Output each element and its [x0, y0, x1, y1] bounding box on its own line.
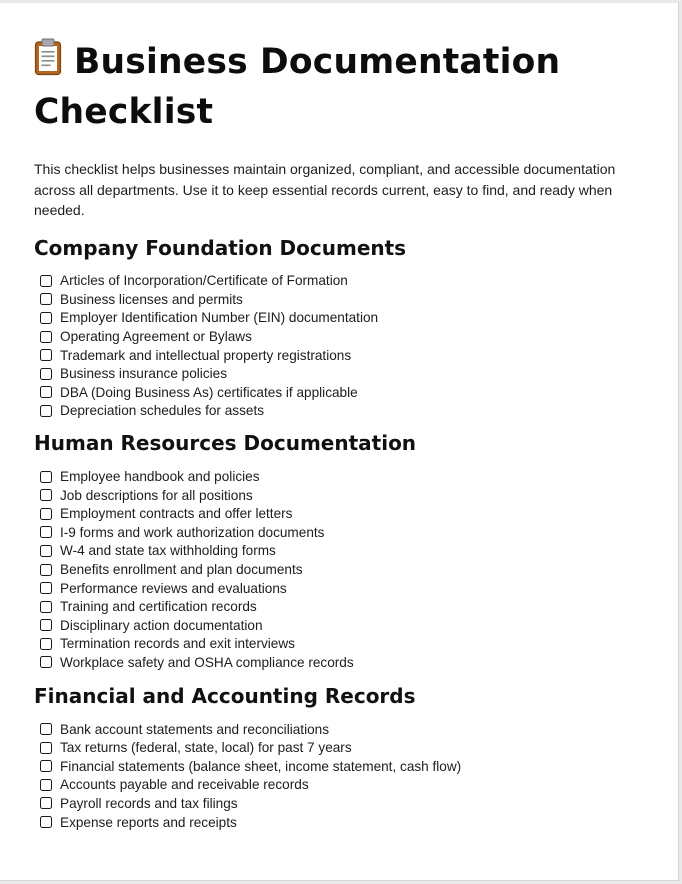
- checklist-item-label: Disciplinary action documentation: [60, 617, 263, 633]
- checklist-item: [40, 290, 644, 309]
- checklist-item-label: Accounts payable and receivable records: [60, 777, 309, 793]
- checkbox[interactable]: [40, 275, 52, 287]
- checkbox[interactable]: [40, 293, 52, 305]
- checklist-item-label: Termination records and exit interviews: [60, 636, 295, 652]
- checkbox[interactable]: [40, 760, 52, 772]
- checkbox[interactable]: [40, 368, 52, 380]
- checkbox[interactable]: [40, 489, 52, 501]
- checklist-item: [40, 346, 644, 365]
- checkbox[interactable]: [40, 742, 52, 754]
- checklist-item: [40, 523, 644, 542]
- checklist-item-label: Tax returns (federal, state, local) for past 7 years: [60, 740, 352, 756]
- checklist-item-label: Training and certification records: [60, 599, 257, 615]
- checkbox[interactable]: [40, 331, 52, 343]
- checkbox[interactable]: [40, 816, 52, 828]
- intro-paragraph: This checklist helps businesses maintain organized, compliant, and accessible documentation across all departments. Use it to keep essential records current, easy to find, and ready when needed.: [34, 161, 616, 218]
- checkbox[interactable]: [40, 405, 52, 417]
- checklist-item: [40, 738, 644, 757]
- checklist-item-label: Business licenses and permits: [60, 291, 243, 307]
- document-page: [0, 3, 679, 881]
- checklist-item: [40, 504, 644, 523]
- checklist-item-label: Benefits enrollment and plan documents: [60, 562, 303, 578]
- checklist-item: [40, 653, 644, 672]
- checkbox[interactable]: [40, 386, 52, 398]
- checklist-item-label: W-4 and state tax withholding forms: [60, 543, 276, 559]
- checklist-item-label: DBA (Doing Business As) certificates if applicable: [60, 384, 358, 400]
- clipboard-icon: [34, 38, 62, 76]
- checklist-item: [40, 579, 644, 598]
- checklist-item: [40, 327, 644, 346]
- checklist-item-label: Operating Agreement or Bylaws: [60, 329, 252, 345]
- checklist-item-label: Expense reports and receipts: [60, 814, 237, 830]
- page-title: [34, 37, 644, 137]
- checkbox[interactable]: [40, 723, 52, 735]
- checklist-human-resources: [40, 467, 644, 672]
- checklist-item: [40, 467, 644, 486]
- checkbox[interactable]: [40, 508, 52, 520]
- checklist-item: [40, 776, 644, 795]
- checklist-item: [40, 402, 644, 421]
- checkbox[interactable]: [40, 601, 52, 613]
- checkbox[interactable]: [40, 312, 52, 324]
- checklist-item: [40, 813, 644, 832]
- checklist-item-label: Workplace safety and OSHA compliance records: [60, 654, 354, 670]
- checklist-item-label: Employee handbook and policies: [60, 469, 260, 485]
- checkbox[interactable]: [40, 656, 52, 668]
- checklist-item-label: I-9 forms and work authorization documents: [60, 524, 325, 540]
- checklist-item-label: Business insurance policies: [60, 366, 227, 382]
- checkbox[interactable]: [40, 526, 52, 538]
- checkbox[interactable]: [40, 797, 52, 809]
- checklist-item: [40, 364, 644, 383]
- checklist-item-label: Trademark and intellectual property registrations: [60, 347, 352, 363]
- checklist-item-label: Performance reviews and evaluations: [60, 580, 287, 596]
- checkbox[interactable]: [40, 638, 52, 650]
- checkbox[interactable]: [40, 545, 52, 557]
- checklist-item-label: Employer Identification Number (EIN) documentation: [60, 310, 379, 326]
- checklist-item: [40, 560, 644, 579]
- checklist-item: [40, 794, 644, 813]
- checklist-item-label: Depreciation schedules for assets: [60, 403, 265, 419]
- checklist-item-label: Payroll records and tax filings: [60, 795, 238, 811]
- checkbox[interactable]: [40, 582, 52, 594]
- checklist-item: [40, 757, 644, 776]
- checklist-item-label: Articles of Incorporation/Certificate of Formation: [60, 273, 348, 289]
- checklist-item-label: Job descriptions for all positions: [60, 487, 253, 503]
- page-title-text: Business Documentation Checklist: [34, 42, 561, 132]
- checklist-company-foundation: [40, 272, 644, 421]
- checklist-item: [40, 383, 644, 402]
- checklist-item: [40, 720, 644, 739]
- checklist-item: [40, 635, 644, 654]
- section-heading-human-resources: Human Resources Documentation: [34, 431, 417, 456]
- checklist-item-label: Bank account statements and reconciliations: [60, 721, 330, 737]
- checkbox[interactable]: [40, 471, 52, 483]
- checklist-item: [40, 272, 644, 291]
- checkbox[interactable]: [40, 619, 52, 631]
- checklist-item: [40, 486, 644, 505]
- checkbox[interactable]: [40, 349, 52, 361]
- section-heading-financial-accounting: Financial and Accounting Records: [34, 683, 416, 708]
- checkbox[interactable]: [40, 564, 52, 576]
- section-heading-company-foundation: Company Foundation Documents: [34, 235, 407, 260]
- checklist-item: [40, 309, 644, 328]
- checklist-item: [40, 542, 644, 561]
- checklist-item-label: Financial statements (balance sheet, income statement, cash flow): [60, 758, 462, 774]
- checklist-financial-accounting: [40, 720, 644, 832]
- checklist-item: [40, 616, 644, 635]
- checklist-item: [40, 597, 644, 616]
- checklist-item-label: Employment contracts and offer letters: [60, 506, 293, 522]
- checkbox[interactable]: [40, 779, 52, 791]
